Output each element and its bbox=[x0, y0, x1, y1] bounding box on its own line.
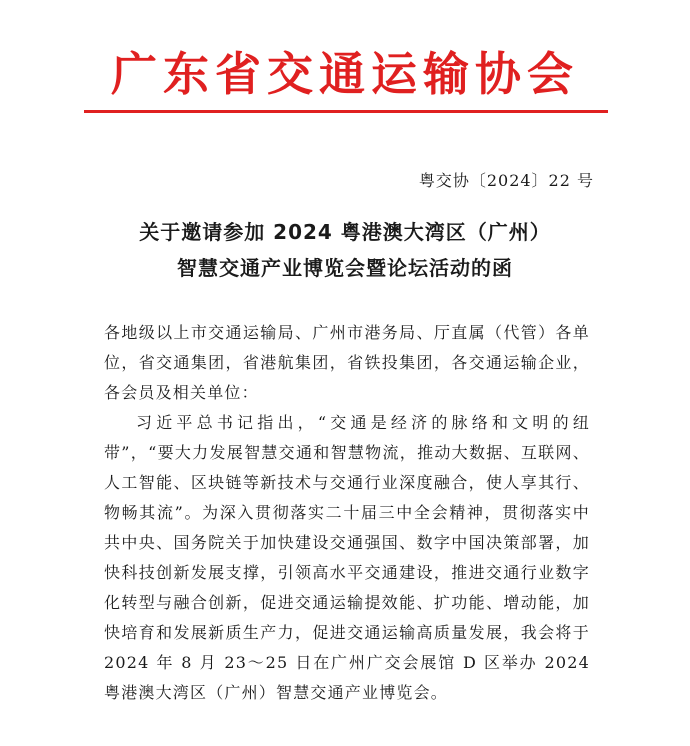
addressees-paragraph: 各地级以上市交通运输局、广州市港务局、厅直属（代管）各单位，省交通集团，省港航集团，省铁投集团，各交通运输企业，各会员及相关单位： bbox=[104, 323, 590, 402]
body-paragraph: 习近平总书记指出，“交通是经济的脉络和文明的纽带”，“要大力发展智慧交通和智慧物流，推动大数据、互联网、人工智能、区块链等新技术与交通行业深度融合，使人享其行、物畅其流”。为深入贯彻落实二十届三中全会精神，贯彻落实中共中央、国务院关于加快建设交通强国、数字中国决策部署，加快科技创新发展支撑，引领高水平交通建设，推进交通行业数字化转型与融合创新，促进交通运输提效能、扩功能、增动能，加快培育和发展新质生产力，促进交通运输高质量发展，我会将于 2024 年 8 月 23～25 日在广州广交会展馆 D 区举办 2024 粤港澳大湾区（广州）智慧交通产业博览会。 bbox=[104, 413, 590, 702]
document-title bbox=[0, 214, 690, 286]
header-divider bbox=[84, 110, 608, 113]
title-line-1: 关于邀请参加 2024 粤港澳大湾区（广州） bbox=[139, 220, 551, 244]
title-line-2: 智慧交通产业博览会暨论坛活动的函 bbox=[177, 256, 513, 280]
document-body bbox=[104, 318, 590, 708]
document-number: 粤交协〔2024〕22 号 bbox=[418, 171, 594, 190]
organization-header: 广东省交通运输协会 bbox=[111, 47, 579, 101]
